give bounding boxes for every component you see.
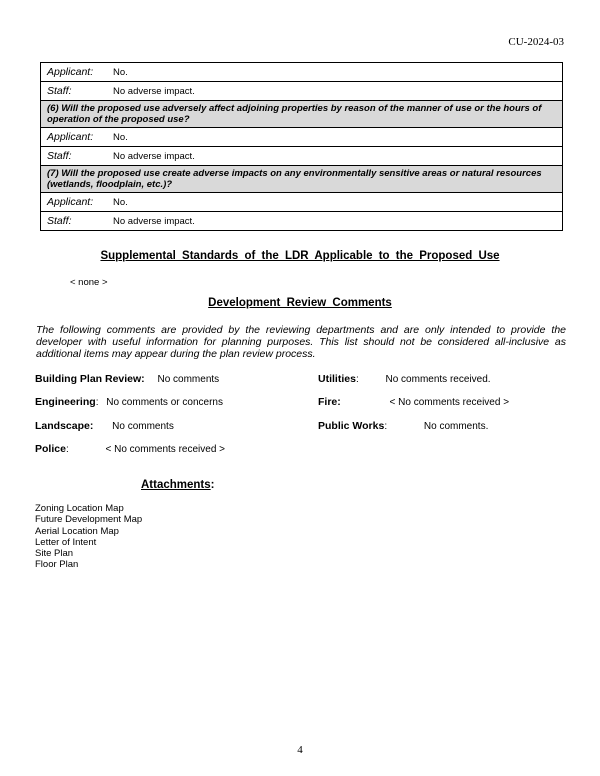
supplemental-value: < none > (70, 277, 108, 288)
comment-value: < No comments received > (105, 444, 225, 455)
row-value: No adverse impact. (113, 85, 195, 97)
comment-value: No comments (157, 374, 220, 385)
comment-label: Fire: (318, 396, 341, 408)
comment-public-works: Public Works: No comments. (318, 420, 489, 432)
comment-label: Building Plan Review: (35, 373, 145, 385)
comment-label: Engineering (35, 396, 96, 408)
supplemental-heading-text: Supplemental Standards of the LDR Applicable to the Proposed Use (100, 250, 500, 262)
table-row (41, 128, 562, 147)
supplemental-heading (0, 250, 600, 262)
row-value: No adverse impact. (113, 150, 195, 162)
row-label: Staff: (47, 215, 72, 227)
comment-value: < No comments received > (389, 397, 510, 408)
table-row (41, 63, 562, 82)
comment-label: Utilities (318, 373, 356, 385)
table-row (41, 82, 562, 101)
list-item: Future Development Map (35, 514, 143, 526)
list-item: Letter of Intent (35, 536, 97, 548)
comment-value: No comments. (423, 421, 489, 432)
row-label: Applicant: (47, 196, 94, 208)
comment-building (35, 373, 219, 385)
page-number: 4 (297, 744, 303, 756)
review-intro-paragraph: The following comments are provided by the reviewing departments and are only intended to provide the developer with useful information for planning purposes. This list should not be considered all-inclusive as additional items may appear during the plan review process. (36, 324, 566, 360)
question-row: (7) Will the proposed use create adverse impacts on any environmentally sensitive areas or natural resources (wetlands, floodplain, etc.)? (41, 166, 562, 193)
review-heading (0, 297, 600, 309)
comment-label: Landscape: (35, 420, 94, 432)
review-heading-text: Development Review Comments (208, 297, 392, 309)
row-value: No. (113, 196, 128, 208)
document-id: CU-2024-03 (508, 36, 564, 48)
row-label: Staff: (47, 150, 72, 162)
table-row (41, 147, 562, 166)
comment-utilities: Utilities: No comments received. (318, 373, 491, 385)
comment-engineering: Engineering: No comments or concerns (35, 396, 223, 408)
list-item: Zoning Location Map (35, 503, 124, 514)
comment-value: No comments received. (385, 374, 491, 385)
list-item: Site Plan (35, 548, 74, 560)
list-item: Floor Plan (35, 559, 79, 571)
comment-label: Police (35, 443, 66, 455)
review-questions-table (40, 62, 563, 231)
comment-police: Police: < No comments received > (35, 443, 225, 455)
comment-value: No comments (112, 421, 174, 432)
list-item: Aerial Location Map (35, 525, 119, 537)
comment-value: No comments or concerns (106, 397, 223, 408)
table-row (41, 212, 562, 230)
row-value: No. (113, 66, 128, 78)
table-row (41, 193, 562, 212)
question-row: (6) Will the proposed use adversely affect adjoining properties by reason of the manner of use or the hours of operation of the proposed use? (41, 101, 562, 128)
comment-landscape (35, 420, 174, 432)
comment-fire (318, 396, 509, 408)
attachments-heading: Attachments: (141, 479, 215, 491)
attachments-list (35, 503, 142, 571)
row-value: No adverse impact. (113, 215, 195, 227)
row-label: Applicant: (47, 131, 94, 143)
attachments-heading-text: Attachments (141, 479, 211, 491)
row-label: Staff: (47, 85, 72, 97)
row-label: Applicant: (47, 66, 94, 78)
comment-label: Public Works (318, 420, 385, 432)
row-value: No. (113, 131, 128, 143)
